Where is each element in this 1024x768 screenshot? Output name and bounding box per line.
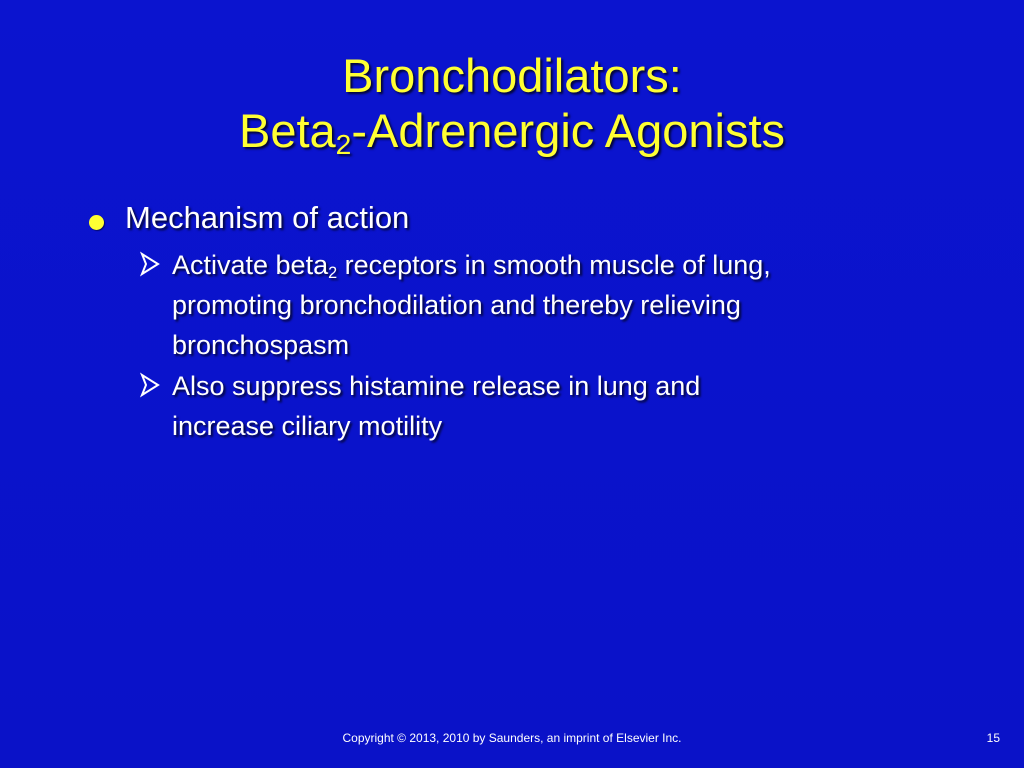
title-line-2-post: -Adrenergic Agonists [351, 104, 786, 157]
slide-title [0, 48, 1024, 161]
bullet-subscript: 2 [328, 264, 338, 283]
bullet-level2-line: increase ciliary motility [172, 411, 443, 441]
title-subscript: 2 [335, 128, 352, 161]
circle-bullet-icon [89, 215, 104, 230]
bullet-level2-line [172, 245, 972, 285]
arrowhead-bullet-icon [139, 250, 161, 278]
page-number: 15 [986, 731, 1000, 745]
copyright-footer: Copyright © 2013, 2010 by Saunders, an imprint of Elsevier Inc. [342, 731, 682, 745]
title-line-1: Bronchodilators: [342, 49, 682, 102]
bullet-text-fragment: Activate beta [172, 250, 329, 280]
bullet-level2-line: promoting bronchodilation and thereby relieving [172, 290, 741, 320]
bullet-level2-line: Also suppress histamine release in lung and [172, 371, 701, 401]
bullet-level1-text: Mechanism of action [125, 200, 410, 235]
bullet-level2-text [172, 366, 972, 446]
bullet-text-fragment: receptors in smooth muscle of lung, [337, 250, 771, 280]
title-line-2-pre: Beta [238, 104, 336, 157]
title-line-2 [0, 103, 1024, 161]
bullet-level2-text [172, 245, 972, 365]
arrowhead-bullet-icon [139, 371, 161, 399]
bullet-level2-line: bronchospasm [172, 330, 350, 360]
